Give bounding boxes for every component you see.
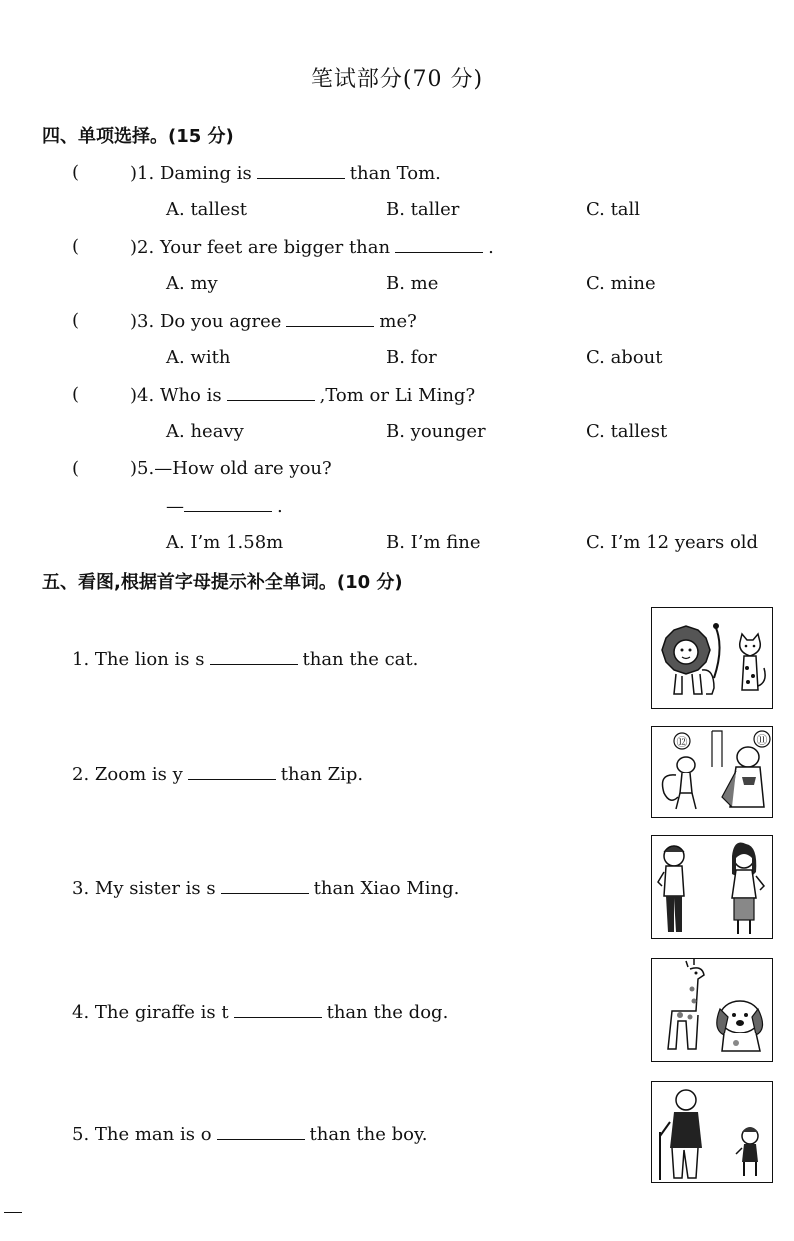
answer-paren-open[interactable]: ( — [72, 310, 80, 331]
answer-paren-open[interactable]: ( — [72, 458, 80, 479]
boy-and-girl-picture — [651, 835, 773, 939]
question-text-after: than Tom. — [349, 163, 441, 184]
page-footer-dash — [4, 1212, 22, 1213]
fill-blank[interactable] — [221, 877, 309, 894]
fill-text-after: than Zip. — [280, 764, 364, 785]
fill-blank[interactable] — [188, 763, 276, 780]
question-text-after: ,Tom or Li Ming? — [319, 385, 476, 406]
question-number: )5. — [130, 458, 155, 479]
option-b[interactable]: B. younger — [386, 421, 486, 442]
zoom-and-zip-illustration — [652, 727, 772, 817]
question-text-after: me? — [379, 311, 417, 332]
question-text: Your feet are bigger than — [159, 237, 391, 258]
question-number: )2. — [130, 237, 155, 258]
fill-item-1 — [72, 648, 418, 670]
option-b[interactable]: B. taller — [386, 199, 460, 220]
question-text: Daming is — [159, 163, 252, 184]
giraffe-and-dog-illustration — [652, 959, 772, 1061]
option-a[interactable]: A. heavy — [166, 421, 244, 442]
lion-and-cat-illustration — [652, 608, 772, 708]
option-a[interactable]: A. with — [166, 347, 231, 368]
giraffe-and-dog-picture — [651, 958, 773, 1062]
fill-item-3 — [72, 877, 459, 899]
answer-end: . — [277, 496, 283, 517]
answer-dash: — — [166, 496, 184, 517]
fill-text-after: than Xiao Ming. — [313, 878, 460, 899]
section-5-heading: 五、看图,根据首字母提示补全单词。(10 分) — [42, 572, 403, 593]
fill-text-after: than the boy. — [309, 1124, 428, 1145]
fill-text-after: than the cat. — [302, 649, 419, 670]
question-text: Who is — [159, 385, 222, 406]
zoom-and-zip-picture — [651, 726, 773, 818]
question-text: Do you agree — [159, 311, 282, 332]
lion-and-cat-picture — [651, 607, 773, 709]
question-number: )4. — [130, 385, 155, 406]
option-c[interactable]: C. tall — [586, 199, 641, 220]
answer-paren-open[interactable]: ( — [72, 236, 80, 257]
option-b[interactable]: B. me — [386, 273, 439, 294]
option-b[interactable]: B. I’m fine — [386, 532, 481, 553]
answer-blank[interactable] — [286, 310, 374, 327]
option-a[interactable]: A. I’m 1.58m — [166, 532, 284, 553]
man-and-boy-picture — [651, 1081, 773, 1183]
fill-text: 4. The giraffe is t — [72, 1002, 229, 1023]
fill-item-4 — [72, 1001, 448, 1023]
answer-blank[interactable] — [395, 236, 483, 253]
fill-text: 5. The man is o — [72, 1124, 212, 1145]
section-4-heading: 四、单项选择。(15 分) — [42, 126, 234, 147]
fill-text-after: than the dog. — [326, 1002, 449, 1023]
option-c[interactable]: C. tallest — [586, 421, 668, 442]
fill-text: 2. Zoom is y — [72, 764, 183, 785]
option-a[interactable]: A. my — [166, 273, 218, 294]
option-c[interactable]: C. about — [586, 347, 663, 368]
fill-blank[interactable] — [234, 1001, 322, 1018]
age-label-11: ⑪ — [756, 733, 768, 747]
question-text: —How old are you? — [154, 458, 332, 479]
boy-and-girl-illustration — [652, 836, 772, 938]
question-text-after: . — [488, 237, 494, 258]
man-and-boy-illustration — [652, 1082, 772, 1182]
option-c[interactable]: C. mine — [586, 273, 656, 294]
option-b[interactable]: B. for — [386, 347, 437, 368]
answer-blank[interactable] — [227, 384, 315, 401]
answer-blank[interactable] — [184, 495, 272, 512]
age-label-12: ⑫ — [676, 735, 688, 749]
question-number: )1. — [130, 163, 155, 184]
answer-paren-open[interactable]: ( — [72, 384, 80, 405]
question-5-answer-line — [166, 495, 283, 517]
fill-item-5 — [72, 1123, 427, 1145]
option-a[interactable]: A. tallest — [166, 199, 248, 220]
question-number: )3. — [130, 311, 155, 332]
fill-item-2 — [72, 763, 363, 785]
fill-text: 3. My sister is s — [72, 878, 216, 899]
fill-blank[interactable] — [210, 648, 298, 665]
page-title: 笔试部分(70 分) — [310, 67, 484, 92]
answer-blank[interactable] — [257, 162, 345, 179]
answer-paren-open[interactable]: ( — [72, 162, 80, 183]
fill-blank[interactable] — [217, 1123, 305, 1140]
fill-text: 1. The lion is s — [72, 649, 205, 670]
option-c[interactable]: C. I’m 12 years old — [586, 532, 759, 553]
